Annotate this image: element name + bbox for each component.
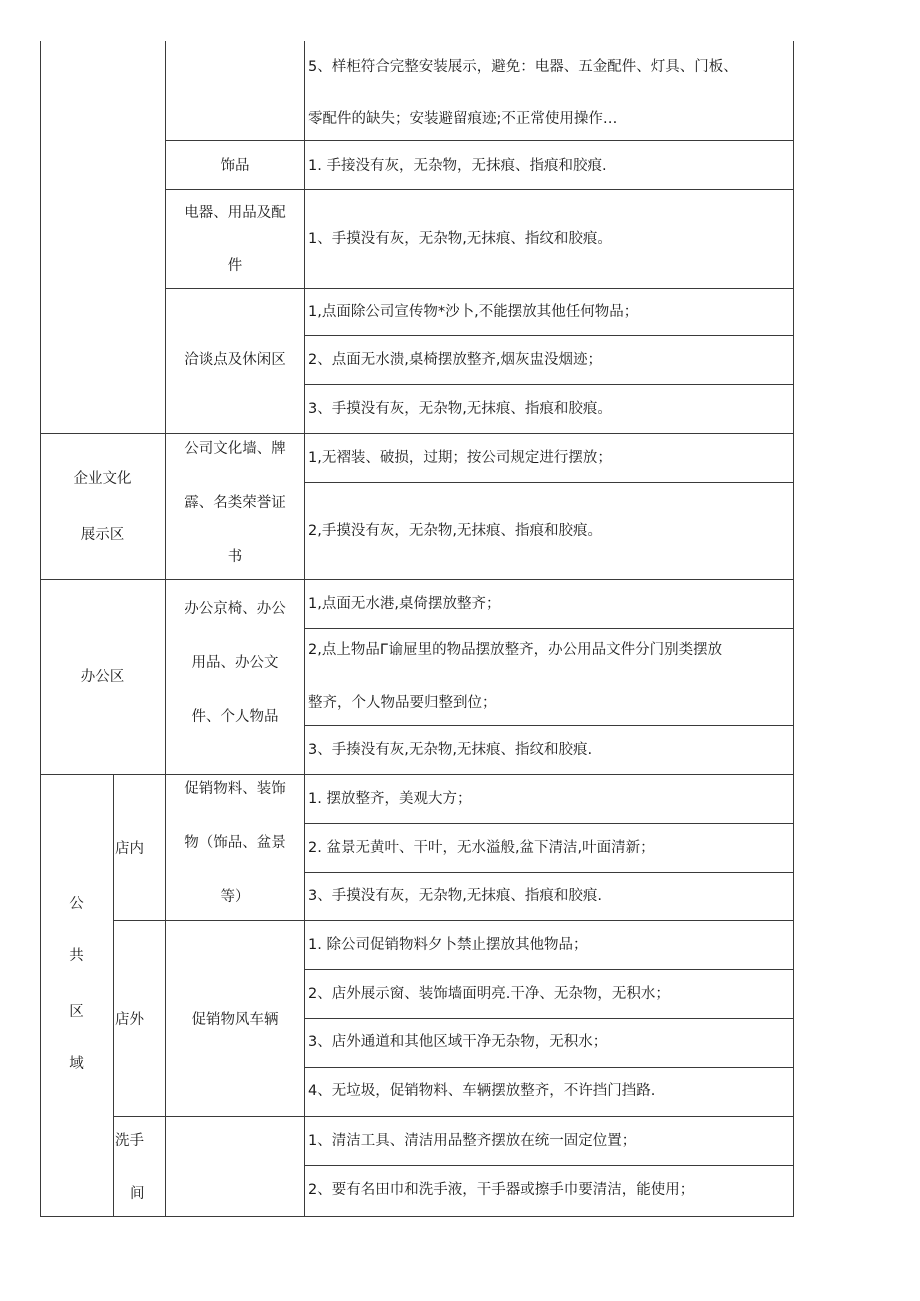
row-line xyxy=(304,823,794,824)
lounge-rule-3: 3、手摸没有灰，无杂物,无抹痕、指痕和胶痕。 xyxy=(308,401,612,417)
row-line xyxy=(113,1116,794,1117)
row-line xyxy=(304,725,794,726)
row-line xyxy=(304,384,794,385)
row-line xyxy=(165,288,794,289)
office-rule-3: 3、手揍没有灰,无杂物,无抹痕、指纹和胶痕. xyxy=(308,742,593,758)
table-border-right xyxy=(793,41,794,1217)
row-line xyxy=(304,1165,794,1166)
appliances-rule-1: 1、手摸没有灰，无杂物,无抹痕、指纹和胶痕。 xyxy=(308,231,612,247)
item-lounge: 洽谈点及休闲区 xyxy=(184,352,286,368)
row-line xyxy=(40,433,794,434)
item-office-line1: 办公京椅、办公 xyxy=(184,601,286,617)
column-divider-rule xyxy=(304,41,305,1217)
sub-restroom-line1: 洗手 xyxy=(115,1133,144,1149)
restroom-rule-2: 2、要有名田巾和洗手液，干手器或擦手巾要清洁，能使用； xyxy=(308,1182,695,1198)
culture-rule-2: 2,手摸没有灰，无杂物,无抹痕、指痕和胶痕。 xyxy=(308,523,602,539)
item-instore-line2: 物（饰品、盆景 xyxy=(184,835,286,851)
row-line xyxy=(304,969,794,970)
table-border-bottom xyxy=(40,1216,794,1217)
item-decor: 饰品 xyxy=(220,158,250,174)
item-culture-line3: 书 xyxy=(227,549,243,565)
row-line xyxy=(304,1018,794,1019)
item-culture-line2: 霹、名类荣誉证 xyxy=(184,495,286,511)
area-culture-line1: 企业文化 xyxy=(73,471,132,487)
office-rule-2-line1: 2,点上物品Г谕屉里的物品摆放整齐，办公用品文件分门别类摆放 xyxy=(308,642,723,658)
row-line xyxy=(40,774,794,775)
item-outstore: 促销物风车辆 xyxy=(191,1012,279,1028)
item-instore-line3: 等） xyxy=(220,889,250,905)
item-office-line2: 用品、办公文 xyxy=(191,655,279,671)
culture-rule-1: 1,无褶装、破损，过期；按公司规定进行摆放； xyxy=(308,450,612,466)
outstore-rule-4: 4、无垃圾，促销物料、车辆摆放整齐，不许挡门挡路. xyxy=(308,1083,656,1099)
restroom-rule-1: 1、清洁工具、清洁用品整齐摆放在统一固定位置； xyxy=(308,1133,637,1149)
outstore-rule-3: 3、店外通道和其他区域干净无杂物，无积水； xyxy=(308,1034,608,1050)
row-line xyxy=(304,335,794,336)
item-instore-line1: 促销物料、装饰 xyxy=(184,781,286,797)
cabinet-rule-line1: 5、样柜符合完整安装展示，避免：电器、五金配件、灯具、门板、 xyxy=(308,59,738,75)
item-appliances-line1: 电器、用品及配 xyxy=(184,205,286,221)
row-line xyxy=(304,1067,794,1068)
outstore-rule-1: 1. 除公司促销物料夕卜禁止摆放其他物品； xyxy=(308,937,588,953)
office-rule-2-line2: 整齐，个人物品要归整到位； xyxy=(308,695,497,711)
area-public-char3: 区 xyxy=(69,1004,84,1020)
area-office: 办公区 xyxy=(80,669,125,685)
item-appliances-line2: 件 xyxy=(227,258,243,274)
instore-rule-3: 3、手摸没有灰，无杂物,无抹痕、指痕和胶痕. xyxy=(308,888,602,904)
item-culture-line1: 公司文化墙、牌 xyxy=(184,441,286,457)
table-border-left xyxy=(40,41,41,1217)
row-line xyxy=(165,140,794,141)
area-public-char4: 域 xyxy=(69,1056,84,1072)
column-divider-public xyxy=(113,774,114,1217)
instore-rule-1: 1. 摆放整齐，美观大方； xyxy=(308,791,472,807)
area-public-char2: 共 xyxy=(69,948,84,964)
row-line xyxy=(40,579,794,580)
decor-rule-1: 1. 手接没有灰，无杂物，无抹痕、指痕和胶痕. xyxy=(308,158,607,174)
office-rule-1: 1,点面无水港,桌倚摆放整齐； xyxy=(308,596,501,612)
area-culture-line2: 展示区 xyxy=(80,527,125,543)
area-public-char1: 公 xyxy=(69,896,84,912)
sub-outstore: 店外 xyxy=(115,1012,144,1028)
cabinet-rule-line2: 零配件的缺失；安装避留痕迹;不正常使用操作… xyxy=(308,111,618,127)
row-line xyxy=(165,189,794,190)
inspection-table xyxy=(40,41,794,1217)
sub-restroom-line2: 间 xyxy=(130,1186,145,1202)
instore-rule-2: 2. 盆景无黄叶、干叶，无水溢般,盆下清洁,叶面清新； xyxy=(308,840,655,856)
row-line xyxy=(304,628,794,629)
sub-instore: 店内 xyxy=(115,841,144,857)
item-office-line3: 件、个人物品 xyxy=(191,709,279,725)
row-line xyxy=(304,482,794,483)
row-line xyxy=(113,920,794,921)
row-line xyxy=(304,872,794,873)
lounge-rule-2: 2、点面无水溃,桌椅摆放整齐,烟灰盅没烟迹； xyxy=(308,352,602,368)
lounge-rule-1: 1,点面除公司宣传物*沙卜,不能摆放其他任何物品； xyxy=(308,304,639,320)
outstore-rule-2: 2、店外展示窗、装饰墙面明亮.干净、无杂物，无积水； xyxy=(308,986,670,1002)
